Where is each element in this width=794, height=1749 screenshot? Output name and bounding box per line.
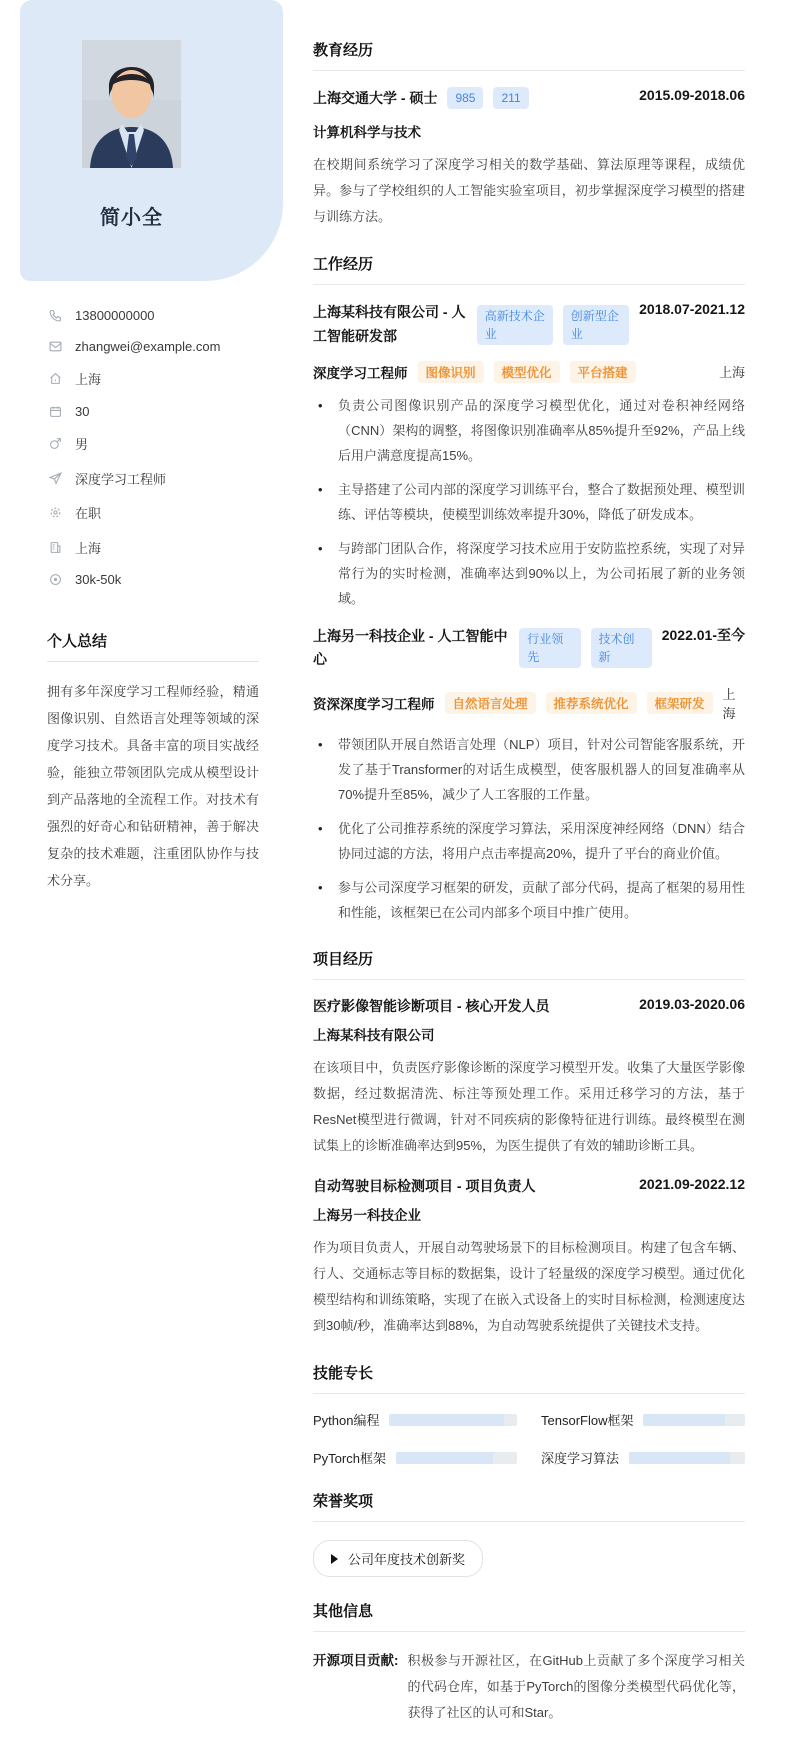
sidebar bbox=[0, 0, 290, 894]
skill-item bbox=[313, 1410, 517, 1429]
skill-name: 深度学习算法 bbox=[541, 1451, 620, 1467]
building-icon bbox=[49, 541, 62, 554]
education-date: 2015.09-2018.06 bbox=[639, 87, 745, 103]
skills-grid bbox=[313, 1410, 745, 1467]
contact-age bbox=[49, 404, 290, 419]
target-icon bbox=[49, 573, 62, 586]
skill-item bbox=[541, 1448, 745, 1467]
skill-name: PyTorch框架 bbox=[313, 1451, 386, 1467]
skill-fill bbox=[643, 1414, 724, 1426]
skill-name: TensorFlow框架 bbox=[541, 1413, 634, 1429]
role-row bbox=[313, 361, 745, 383]
age-icon bbox=[49, 405, 62, 418]
role-tag: 图像识别 bbox=[418, 361, 484, 383]
company-name: 上海另一科技企业 - 人工智能中心 bbox=[313, 627, 508, 668]
work-bullet: • 主导搭建了公司内部的深度学习训练平台，整合了数据预处理、模型训练、评估等模块，使模型训练效率提升30%，降低了研发成本。 bbox=[313, 477, 745, 527]
status-icon bbox=[49, 506, 62, 519]
person-name: 简小全 bbox=[100, 207, 163, 229]
skill-fill bbox=[396, 1452, 493, 1464]
project-description: 在该项目中，负责医疗影像诊断的深度学习模型开发。收集了大量医学影像数据，经过数据清洗、标注等预处理工作。采用迁移学习的方法，基于ResNet模型进行微调，针对不同疾病的影像特征进行训练。最终模型在测试集上的诊断准确率达到95%，为医生提供了有效的辅助诊断工具。 bbox=[313, 1060, 745, 1154]
project-date: 2021.09-2022.12 bbox=[639, 1176, 745, 1193]
work-date: 2022.01-至今 bbox=[661, 626, 746, 643]
skills-title: 技能专长 bbox=[313, 1362, 745, 1394]
project-entry-1 bbox=[313, 996, 745, 1159]
portrait-placeholder-image bbox=[82, 40, 181, 168]
role-tag: 自然语言处理 bbox=[445, 692, 536, 714]
company-tag: 行业领先 bbox=[519, 628, 580, 668]
contact-location bbox=[49, 369, 290, 388]
work-title: 工作经历 bbox=[313, 253, 745, 285]
contact-list bbox=[49, 308, 290, 587]
skill-bar bbox=[629, 1452, 745, 1464]
project-date: 2019.03-2020.06 bbox=[639, 996, 745, 1013]
project-entry-header bbox=[313, 1176, 745, 1196]
contact-value: 30k-50k bbox=[75, 572, 122, 587]
role-name: 深度学习工程师 bbox=[313, 365, 408, 381]
skill-bar bbox=[389, 1414, 517, 1426]
company-tag: 创新型企业 bbox=[563, 305, 629, 345]
other-text: 积极参与开源社区，在GitHub上贡献了多个深度学习相关的代码仓库，如基于PyTorch的图像分类模型代码优化等，获得了社区的认可和Star。 bbox=[407, 1653, 745, 1721]
contact-job-intention bbox=[49, 469, 290, 488]
contact-value: 男 bbox=[75, 437, 89, 452]
skill-item bbox=[313, 1448, 517, 1467]
skill-bar bbox=[396, 1452, 517, 1464]
resume-main bbox=[313, 0, 745, 1749]
award-name: 公司年度技术创新奖 bbox=[348, 1552, 466, 1568]
other-title: 其他信息 bbox=[313, 1600, 745, 1632]
profile-photo bbox=[82, 40, 181, 168]
summary-title: 个人总结 bbox=[47, 630, 259, 662]
role-row bbox=[313, 684, 745, 722]
section-education bbox=[313, 39, 745, 230]
contact-value: zhangwei@example.com bbox=[75, 338, 221, 354]
section-awards bbox=[313, 1490, 745, 1577]
education-entry-header bbox=[313, 87, 745, 109]
company-name: 上海某科技有限公司 - 人工智能研发部 bbox=[313, 304, 466, 344]
play-icon bbox=[331, 1554, 338, 1564]
skill-name: Python编程 bbox=[313, 1413, 380, 1429]
work-bullet: • 与跨部门团队合作，将深度学习技术应用于安防监控系统，实现了对异常行为的实时检测，准确率达到90%以上，为公司拓展了新的业务领域。 bbox=[313, 536, 745, 611]
section-skills bbox=[313, 1362, 745, 1467]
skill-fill bbox=[389, 1414, 504, 1426]
role-tag: 平台搭建 bbox=[570, 361, 636, 383]
section-work bbox=[313, 253, 745, 925]
personal-summary bbox=[47, 630, 259, 894]
company-tag: 技术创新 bbox=[591, 628, 652, 668]
major-name: 计算机科学与技术 bbox=[313, 125, 421, 140]
company-tag: 高新技术企业 bbox=[477, 305, 553, 345]
project-description: 作为项目负责人，开展自动驾驶场景下的目标检测项目。构建了包含车辆、行人、交通标志等目标的数据集，设计了轻量级的深度学习模型。通过优化模型结构和训练策略，实现了在嵌入式设备上的实时目标检测，检测速度达到30帧/秒，准确率达到88%，为自动驾驶系统提供了关键技术支持。 bbox=[313, 1240, 745, 1334]
contact-value: 在职 bbox=[75, 506, 102, 521]
school-tag-211: 211 bbox=[493, 87, 528, 109]
contact-value: 13800000000 bbox=[75, 308, 155, 323]
role-tag: 模型优化 bbox=[494, 361, 560, 383]
awards-title: 荣誉奖项 bbox=[313, 1490, 745, 1522]
projects-title: 项目经历 bbox=[313, 948, 745, 980]
contact-email bbox=[49, 339, 290, 354]
work-entry-header bbox=[313, 625, 745, 673]
role-name: 资深深度学习工程师 bbox=[313, 697, 435, 713]
school-tag-985: 985 bbox=[447, 87, 483, 109]
gender-icon bbox=[49, 437, 62, 450]
work-bullet: • 负责公司图像识别产品的深度学习模型优化，通过对卷积神经网络（CNN）架构的调整，将图像识别准确率从85%提升至92%，产品上线后用户满意度提高15%。 bbox=[313, 393, 745, 468]
work-date: 2018.07-2021.12 bbox=[639, 301, 745, 317]
project-org: 上海某科技有限公司 bbox=[313, 1028, 435, 1044]
contact-value: 30 bbox=[75, 403, 90, 419]
work-bullet: • 优化了公司推荐系统的深度学习算法，采用深度神经网络（DNN）结合协同过滤的方法，将用户点击率提高20%，提升了平台的商业价值。 bbox=[313, 816, 745, 866]
other-label: 开源项目贡献: bbox=[313, 1653, 399, 1669]
education-description: 在校期间系统学习了深度学习相关的数学基础、算法原理等课程，成绩优异。参与了学校组织的人工智能实验室项目，初步掌握深度学习模型的搭建与训练方法。 bbox=[313, 157, 745, 224]
home-icon bbox=[49, 372, 62, 385]
profile-card bbox=[20, 0, 283, 281]
work-location: 上海 bbox=[722, 687, 736, 722]
project-name: 医疗影像智能诊断项目 - 核心开发人员 bbox=[313, 998, 550, 1015]
contact-value: 上海 bbox=[75, 372, 102, 387]
project-name: 自动驾驶目标检测项目 - 项目负责人 bbox=[313, 1178, 536, 1195]
contact-value: 上海 bbox=[75, 540, 102, 556]
project-entry-2 bbox=[313, 1176, 745, 1339]
role-tag: 推荐系统优化 bbox=[546, 692, 637, 714]
paper-plane-icon bbox=[49, 472, 62, 485]
project-org: 上海另一科技企业 bbox=[313, 1208, 421, 1224]
education-title: 教育经历 bbox=[313, 39, 745, 71]
email-icon bbox=[49, 340, 62, 353]
work-entry-1 bbox=[313, 301, 745, 611]
work-entry-2 bbox=[313, 625, 745, 926]
contact-salary bbox=[49, 572, 290, 587]
skill-bar bbox=[643, 1414, 745, 1426]
summary-text: 拥有多年深度学习工程师经验，精通图像识别、自然语言处理等领域的深度学习技术。具备丰富的项目实战经验，能独立带领团队完成从模型设计到产品落地的全流程工作。对技术有强烈的好奇心和钻研精神，善于解决复杂的技术难题，注重团队协作与技术分享。 bbox=[47, 684, 259, 888]
work-location: 上海 bbox=[718, 365, 745, 381]
work-bullet: • 带领团队开展自然语言处理（NLP）项目，针对公司智能客服系统，开发了基于Transformer的对话生成模型，使客服机器人的回复准确率从70%提升至85%，减少了人工客服的工作量。 bbox=[313, 732, 745, 807]
other-info-row bbox=[313, 1648, 745, 1726]
work-entry-header bbox=[313, 301, 745, 349]
award-expand-button[interactable] bbox=[313, 1540, 483, 1577]
section-other bbox=[313, 1600, 745, 1726]
school-name: 上海交通大学 - 硕士 bbox=[313, 90, 438, 106]
contact-city bbox=[49, 538, 290, 557]
project-entry-header bbox=[313, 996, 745, 1016]
contact-gender bbox=[49, 434, 290, 453]
skill-item bbox=[541, 1410, 745, 1429]
skill-fill bbox=[629, 1452, 730, 1464]
role-tag: 框架研发 bbox=[647, 692, 713, 714]
contact-status bbox=[49, 503, 290, 522]
section-projects bbox=[313, 948, 745, 1339]
contact-value: 深度学习工程师 bbox=[75, 471, 167, 487]
phone-icon bbox=[49, 309, 62, 322]
contact-phone bbox=[49, 308, 290, 323]
work-bullet: • 参与公司深度学习框架的研发，贡献了部分代码，提高了框架的易用性和性能，该框架已在公司内部多个项目中推广使用。 bbox=[313, 875, 745, 925]
